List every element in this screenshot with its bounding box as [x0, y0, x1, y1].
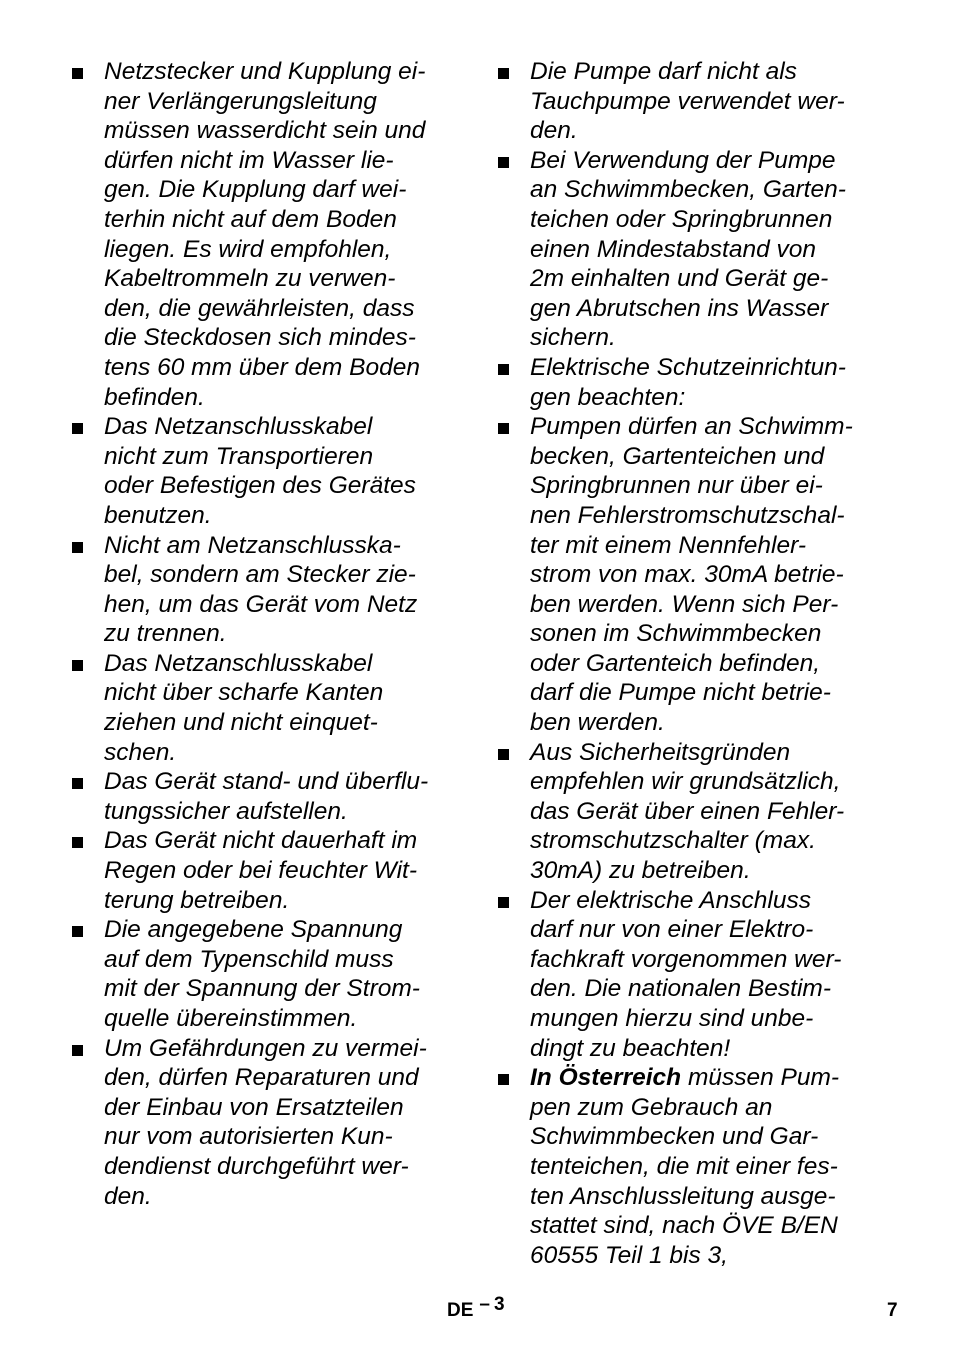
text-line: tens 60 mm über dem Boden	[104, 353, 420, 381]
bullet-item	[70, 649, 462, 767]
text-line: gen beachten:	[530, 383, 686, 411]
text-line	[530, 1063, 888, 1093]
text-line: fachkraft vorgenommen wer-	[530, 945, 842, 973]
text-line: nur vom autorisierten Kun-	[104, 1123, 393, 1151]
text-line: ter mit einem Nennfehler-	[530, 531, 806, 559]
text-line: nicht zum Transportieren	[104, 442, 374, 470]
text-line: nen Fehlerstromschutzschal-	[530, 501, 845, 529]
text-line: teichen oder Springbrunnen	[530, 205, 833, 233]
text-line: gen. Die Kupplung darf wei-	[104, 176, 407, 204]
square-bullet-icon	[72, 660, 83, 671]
text-line: müssen wasserdicht sein und	[104, 117, 426, 145]
left-column	[70, 57, 462, 1211]
text-line: sonen im Schwimmbecken	[530, 620, 822, 648]
square-bullet-icon	[498, 423, 509, 434]
text-line: stromschutzschalter (max.	[530, 827, 816, 855]
text-line: Nicht am Netzanschlusska-	[104, 531, 401, 559]
right-column	[496, 57, 888, 1270]
text-line: Um Gefährdungen zu vermei-	[104, 1034, 427, 1062]
square-bullet-icon	[498, 897, 509, 908]
text-line: empfehlen wir grundsätzlich,	[530, 768, 841, 796]
bullet-text	[530, 412, 888, 738]
text-line: ben werden. Wenn sich Per-	[530, 590, 839, 618]
text-line: Die angegebene Spannung	[104, 916, 403, 944]
text-line: terhin nicht auf dem Boden	[104, 205, 397, 233]
bullet-item	[496, 146, 888, 353]
text-line: becken, Gartenteichen und	[530, 442, 825, 470]
text-line: bel, sondern am Stecker zie-	[104, 561, 416, 589]
text-line: den.	[104, 1182, 152, 1210]
text-line: Das Netzanschlusskabel	[104, 413, 373, 441]
bullet-item	[70, 412, 462, 530]
text-line: tenteichen, die mit einer fes-	[530, 1152, 838, 1180]
bullet-text	[530, 1063, 888, 1270]
bullet-item	[70, 826, 462, 915]
text-fragment: müssen Pum-	[681, 1064, 840, 1092]
text-line: Regen oder bei feuchter Wit-	[104, 857, 417, 885]
square-bullet-icon	[72, 778, 83, 789]
text-line: strom von max. 30mA betrie-	[530, 561, 844, 589]
text-line: einen Mindestabstand von	[530, 235, 817, 263]
text-line: den. Die nationalen Bestim-	[530, 975, 831, 1003]
text-line: gen Abrutschen ins Wasser	[530, 294, 829, 322]
text-line: darf die Pumpe nicht betrie-	[530, 679, 831, 707]
text-line: den.	[530, 117, 578, 145]
bullet-text	[104, 412, 462, 530]
square-bullet-icon	[72, 1045, 83, 1056]
bullet-item	[496, 57, 888, 146]
square-bullet-icon	[72, 837, 83, 848]
square-bullet-icon	[498, 68, 509, 79]
bullet-item	[496, 412, 888, 738]
text-line: der Einbau von Ersatzteilen	[104, 1093, 404, 1121]
text-line: zu trennen.	[104, 620, 227, 648]
text-line: Das Netzanschlusskabel	[104, 649, 373, 677]
square-bullet-icon	[498, 1074, 509, 1085]
text-line: pen zum Gebrauch an	[530, 1093, 773, 1121]
text-line: mungen hierzu sind unbe-	[530, 1005, 814, 1032]
text-line: dendienst durchgeführt wer-	[104, 1152, 409, 1180]
text-line: dingt zu beachten!	[530, 1034, 731, 1062]
text-line: Der elektrische Anschluss	[530, 886, 811, 914]
text-line: Tauchpumpe verwendet wer-	[530, 87, 845, 115]
square-bullet-icon	[498, 157, 509, 168]
text-line: auf dem Typenschild muss	[104, 945, 394, 973]
bullet-item	[70, 915, 462, 1033]
bullet-item	[70, 57, 462, 412]
text-line: Pumpen dürfen an Schwimm-	[530, 413, 853, 441]
text-line: 2m einhalten und Gerät ge-	[530, 265, 829, 293]
text-line: Die Pumpe darf nicht als	[530, 58, 797, 85]
text-line: Bei Verwendung der Pumpe	[530, 146, 836, 174]
bullet-text	[104, 767, 462, 826]
text-line: liegen. Es wird empfohlen,	[104, 235, 392, 263]
text-line: ten Anschlussleitung ausge-	[530, 1182, 836, 1210]
bullet-item	[496, 738, 888, 886]
text-line: nicht über scharfe Kanten	[104, 679, 384, 707]
square-bullet-icon	[72, 68, 83, 79]
footer-label	[447, 1294, 505, 1322]
bullet-text	[104, 649, 462, 767]
text-line: Schwimmbecken und Gar-	[530, 1123, 819, 1151]
bullet-text	[530, 353, 888, 412]
bullet-text	[104, 531, 462, 649]
text-line: ben werden.	[530, 709, 665, 737]
text-line: oder Gartenteich befinden,	[530, 649, 821, 677]
text-line: an Schwimmbecken, Garten-	[530, 176, 846, 204]
text-line: darf nur von einer Elektro-	[530, 916, 814, 944]
text-line: den, dürfen Reparaturen und	[104, 1064, 419, 1092]
square-bullet-icon	[498, 364, 509, 375]
bullet-item	[70, 531, 462, 649]
text-line: ner Verlängerungsleitung	[104, 87, 377, 115]
text-line: Elektrische Schutzeinrichtun-	[530, 353, 846, 381]
text-line: schen.	[104, 738, 177, 766]
emphasis-text: In Österreich	[530, 1064, 682, 1092]
text-line: dürfen nicht im Wasser lie-	[104, 146, 394, 174]
text-line: mit der Spannung der Strom-	[104, 975, 420, 1003]
text-line: 60555 Teil 1 bis 3,	[530, 1241, 728, 1269]
page-number: 7	[887, 1300, 898, 1321]
text-line: tungssicher aufstellen.	[104, 797, 348, 825]
bullet-text	[104, 915, 462, 1033]
bullet-item	[70, 767, 462, 826]
text-line: Das Gerät nicht dauerhaft im	[104, 827, 418, 855]
text-line: benutzen.	[104, 501, 212, 529]
bullet-item	[496, 886, 888, 1064]
section-number: 3	[493, 1294, 505, 1315]
text-line: oder Befestigen des Gerätes	[104, 472, 416, 500]
square-bullet-icon	[498, 749, 509, 760]
text-line: das Gerät über einen Fehler-	[530, 797, 845, 825]
bullet-text	[530, 886, 888, 1064]
bullet-text	[530, 738, 888, 886]
bullet-item	[496, 1063, 888, 1270]
text-line: quelle übereinstimmen.	[104, 1005, 358, 1032]
square-bullet-icon	[72, 542, 83, 553]
bullet-item	[70, 1034, 462, 1212]
text-line: terung betreiben.	[104, 886, 290, 914]
footer-separator: –	[479, 1294, 490, 1315]
text-line: befinden.	[104, 383, 205, 411]
text-line: Das Gerät stand- und überflu-	[104, 768, 429, 796]
text-line: den, die gewährleisten, dass	[104, 294, 415, 322]
text-line: Kabeltrommeln zu verwen-	[104, 265, 396, 293]
text-line: Aus Sicherheitsgründen	[530, 738, 791, 766]
text-line: Netzstecker und Kupplung ei-	[104, 58, 426, 85]
text-line: die Steckdosen sich mindes-	[104, 324, 416, 352]
bullet-item	[496, 353, 888, 412]
bullet-text	[530, 146, 888, 353]
square-bullet-icon	[72, 926, 83, 937]
text-line: stattet sind, nach ÖVE B/EN	[530, 1212, 838, 1240]
text-line: hen, um das Gerät vom Netz	[104, 590, 418, 618]
square-bullet-icon	[72, 423, 83, 434]
language-code: DE	[447, 1300, 474, 1321]
bullet-text	[104, 57, 462, 412]
text-line: 30mA) zu betreiben.	[530, 857, 751, 885]
text-line: sichern.	[530, 324, 616, 352]
bullet-text	[104, 826, 462, 915]
text-line: ziehen und nicht einquet-	[104, 709, 378, 737]
bullet-text	[104, 1034, 462, 1212]
bullet-text	[530, 57, 888, 146]
text-line: Springbrunnen nur über ei-	[530, 472, 823, 500]
